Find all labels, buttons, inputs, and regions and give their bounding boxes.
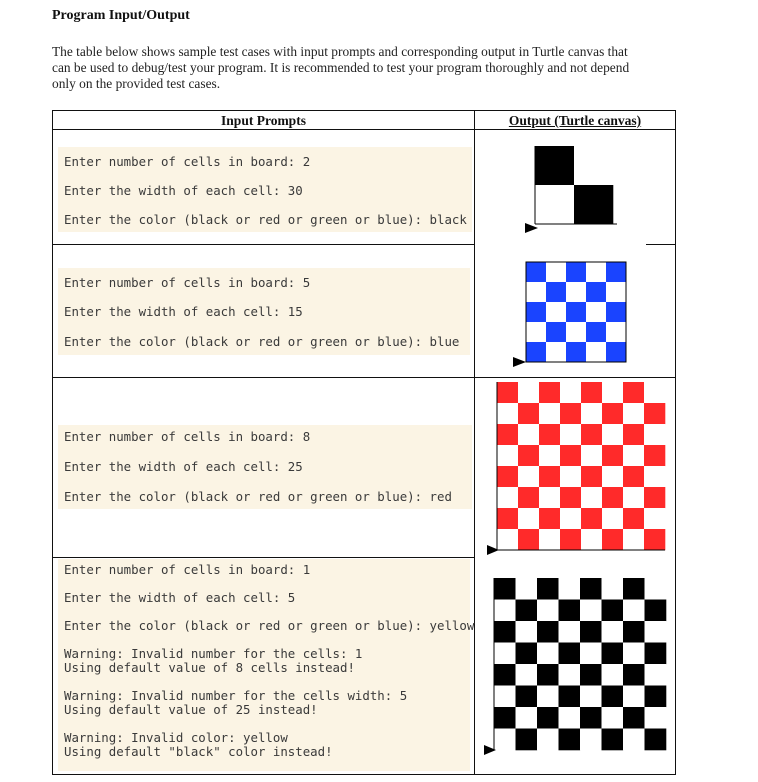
board-cell [645, 664, 667, 686]
board-cell [623, 403, 644, 424]
board-cell [645, 578, 667, 600]
table-border-top [52, 110, 676, 111]
board-cell [494, 621, 516, 643]
board-cell [645, 686, 667, 708]
row-divider-3 [52, 557, 474, 558]
board-cell [580, 621, 602, 643]
board-cell [623, 382, 644, 403]
board-cell [644, 529, 665, 550]
board-cell [581, 382, 602, 403]
board-cell [516, 600, 538, 622]
board-cell [526, 342, 546, 362]
board-cell [494, 686, 516, 708]
board-cell [580, 643, 602, 665]
checkerboard-case-4 [482, 575, 672, 760]
turtle-canvas-case-2 [505, 255, 635, 370]
board-cell [539, 403, 560, 424]
board-cell [602, 621, 624, 643]
checkerboard-case-1 [518, 140, 648, 240]
prompt-width-case-3: Enter the width of each cell: 25 [64, 459, 303, 474]
board-cell [566, 302, 586, 322]
table-header-divider [52, 129, 676, 130]
board-cell [623, 424, 644, 445]
board-cell [602, 508, 623, 529]
board-cell [546, 282, 566, 302]
board-cell [586, 262, 606, 282]
board-cell [537, 643, 559, 665]
board-cell [560, 445, 581, 466]
board-cell [516, 621, 538, 643]
board-cell [518, 508, 539, 529]
board-cell [606, 262, 626, 282]
board-cell [606, 322, 626, 342]
board-cell [644, 424, 665, 445]
board-cell [581, 403, 602, 424]
board-cell [602, 424, 623, 445]
board-cell [518, 487, 539, 508]
prompt-color-case-3: Enter the color (black or red or green or blue): red [64, 489, 452, 504]
board-cell [560, 487, 581, 508]
board-cell [494, 729, 516, 751]
board-cell [537, 664, 559, 686]
board-cell [644, 508, 665, 529]
turtle-canvas-case-3 [482, 380, 672, 556]
board-cell [518, 466, 539, 487]
board-cell [559, 707, 581, 729]
board-cell [602, 729, 624, 751]
prompt-cells-case-3: Enter number of cells in board: 8 [64, 429, 311, 444]
board-cell [580, 729, 602, 751]
row-divider-2 [52, 377, 676, 378]
board-cell [494, 707, 516, 729]
board-cell [559, 664, 581, 686]
board-cell [602, 403, 623, 424]
prompt-color-case-2: Enter the color (black or red or green or blue): blue [64, 334, 460, 349]
board-cell [623, 466, 644, 487]
board-cell [539, 508, 560, 529]
table-border-bottom [52, 774, 676, 775]
board-cell [581, 424, 602, 445]
row-divider-1-left [52, 244, 474, 245]
board-cell [566, 342, 586, 362]
board-cell [623, 643, 645, 665]
board-cell [494, 578, 516, 600]
board-cell [497, 508, 518, 529]
board-cell [623, 508, 644, 529]
board-cell [516, 578, 538, 600]
board-cell [623, 664, 645, 686]
board-cell [559, 643, 581, 665]
intro-line-3: only on the provided test cases. [52, 76, 221, 91]
board-cell [494, 600, 516, 622]
board-cell [537, 686, 559, 708]
default-width-case-4: Using default value of 25 instead! [64, 702, 318, 717]
board-cell [574, 146, 613, 185]
board-cell [560, 382, 581, 403]
board-cell [645, 621, 667, 643]
board-cell [535, 185, 574, 224]
board-cell [644, 445, 665, 466]
board-cell [623, 707, 645, 729]
board-cell [518, 403, 539, 424]
board-cell [586, 342, 606, 362]
intro-line-1: The table below shows sample test cases with input prompts and corresponding output in Turtle canvas that [52, 44, 628, 59]
prompt-color-case-1: Enter the color (black or red or green or blue): black [64, 212, 467, 227]
board-cell [580, 707, 602, 729]
board-cell [602, 643, 624, 665]
board-cell [497, 424, 518, 445]
board-cell [518, 529, 539, 550]
turtle-canvas-case-1 [518, 140, 648, 240]
board-cell [602, 466, 623, 487]
board-cell [546, 302, 566, 322]
prompt-width-case-2: Enter the width of each cell: 15 [64, 304, 303, 319]
board-cell [645, 600, 667, 622]
default-cells-case-4: Using default value of 8 cells instead! [64, 660, 355, 675]
board-cell [623, 729, 645, 751]
row-divider-1-right [646, 244, 676, 245]
board-cell [645, 707, 667, 729]
board-cell [497, 445, 518, 466]
board-cell [606, 282, 626, 302]
board-cell [606, 342, 626, 362]
table-border-left [52, 110, 53, 775]
board-cell [560, 508, 581, 529]
board-cell [537, 707, 559, 729]
board-cell [497, 382, 518, 403]
prompt-color-case-4: Enter the color (black or red or green or blue): yellow [64, 618, 475, 633]
board-cell [539, 382, 560, 403]
prompt-cells-case-1: Enter number of cells in board: 2 [64, 154, 311, 169]
board-cell [586, 302, 606, 322]
board-cell [560, 403, 581, 424]
board-cell [623, 686, 645, 708]
table-border-right [675, 110, 676, 775]
board-cell [526, 302, 546, 322]
board-cell [580, 686, 602, 708]
board-cell [566, 322, 586, 342]
board-cell [559, 578, 581, 600]
default-color-case-4: Using default "black" color instead! [64, 744, 333, 759]
warning-color-case-4: Warning: Invalid color: yellow [64, 730, 288, 745]
board-cell [539, 466, 560, 487]
board-cell [535, 146, 574, 185]
board-cell [494, 643, 516, 665]
board-cell [581, 529, 602, 550]
prompt-width-case-4: Enter the width of each cell: 5 [64, 590, 296, 605]
board-cell [518, 424, 539, 445]
board-cell [566, 262, 586, 282]
board-cell [518, 382, 539, 403]
board-cell [602, 600, 624, 622]
turtle-canvas-case-4 [482, 575, 672, 760]
board-cell [580, 664, 602, 686]
board-cell [581, 466, 602, 487]
board-cell [539, 487, 560, 508]
board-cell [644, 382, 665, 403]
board-cell [581, 487, 602, 508]
board-cell [537, 729, 559, 751]
board-cell [623, 487, 644, 508]
board-cell [497, 466, 518, 487]
board-cell [526, 262, 546, 282]
board-cell [516, 707, 538, 729]
board-cell [560, 424, 581, 445]
board-cell [494, 664, 516, 686]
warning-width-case-4: Warning: Invalid number for the cells width: 5 [64, 688, 408, 703]
board-cell [560, 466, 581, 487]
board-cell [623, 600, 645, 622]
board-cell [645, 729, 667, 751]
board-cell [602, 382, 623, 403]
board-cell [539, 529, 560, 550]
board-cell [559, 686, 581, 708]
board-cell [546, 262, 566, 282]
board-cell [602, 529, 623, 550]
board-cell [586, 322, 606, 342]
board-cell [537, 578, 559, 600]
board-cell [581, 445, 602, 466]
board-cell [606, 302, 626, 322]
board-cell [623, 621, 645, 643]
intro-line-2: can be used to debug/test your program. It is recommended to test your program thoroughly and not depend [52, 60, 630, 75]
board-cell [559, 621, 581, 643]
intro-paragraph [52, 44, 692, 92]
section-title: Program Input/Output [52, 8, 190, 23]
board-cell [602, 707, 624, 729]
board-cell [581, 508, 602, 529]
board-cell [526, 282, 546, 302]
board-cell [566, 282, 586, 302]
board-cell [518, 445, 539, 466]
board-cell [546, 342, 566, 362]
board-cell [497, 403, 518, 424]
board-cell [537, 600, 559, 622]
board-cell [497, 487, 518, 508]
board-cell [623, 529, 644, 550]
board-cell [537, 621, 559, 643]
board-cell [539, 424, 560, 445]
board-cell [574, 185, 613, 224]
prompt-cells-case-4: Enter number of cells in board: 1 [64, 562, 311, 577]
board-cell [516, 729, 538, 751]
board-cell [497, 529, 518, 550]
board-cell [580, 600, 602, 622]
board-cell [516, 686, 538, 708]
turtle-cursor-icon [513, 357, 526, 367]
board-cell [580, 578, 602, 600]
warning-cells-case-4: Warning: Invalid number for the cells: 1 [64, 646, 363, 661]
board-cell [623, 578, 645, 600]
board-cell [526, 322, 546, 342]
board-cell [602, 578, 624, 600]
board-cell [559, 600, 581, 622]
table-column-divider [474, 110, 475, 775]
header-input-prompts: Input Prompts [221, 113, 306, 128]
board-cell [644, 487, 665, 508]
board-cell [539, 445, 560, 466]
checkerboard-case-3 [482, 380, 672, 556]
board-cell [516, 643, 538, 665]
board-cell [546, 322, 566, 342]
board-cell [644, 466, 665, 487]
header-output-canvas: Output (Turtle canvas) [508, 113, 642, 128]
board-cell [623, 445, 644, 466]
board-cell [602, 664, 624, 686]
board-cell [586, 282, 606, 302]
board-cell [560, 529, 581, 550]
board-cell [602, 487, 623, 508]
checkerboard-case-2 [505, 255, 635, 370]
board-cell [645, 643, 667, 665]
board-cell [644, 403, 665, 424]
board-cell [516, 664, 538, 686]
board-cell [602, 686, 624, 708]
prompt-cells-case-2: Enter number of cells in board: 5 [64, 275, 311, 290]
prompt-width-case-1: Enter the width of each cell: 30 [64, 183, 303, 198]
board-cell [559, 729, 581, 751]
board-cell [602, 445, 623, 466]
